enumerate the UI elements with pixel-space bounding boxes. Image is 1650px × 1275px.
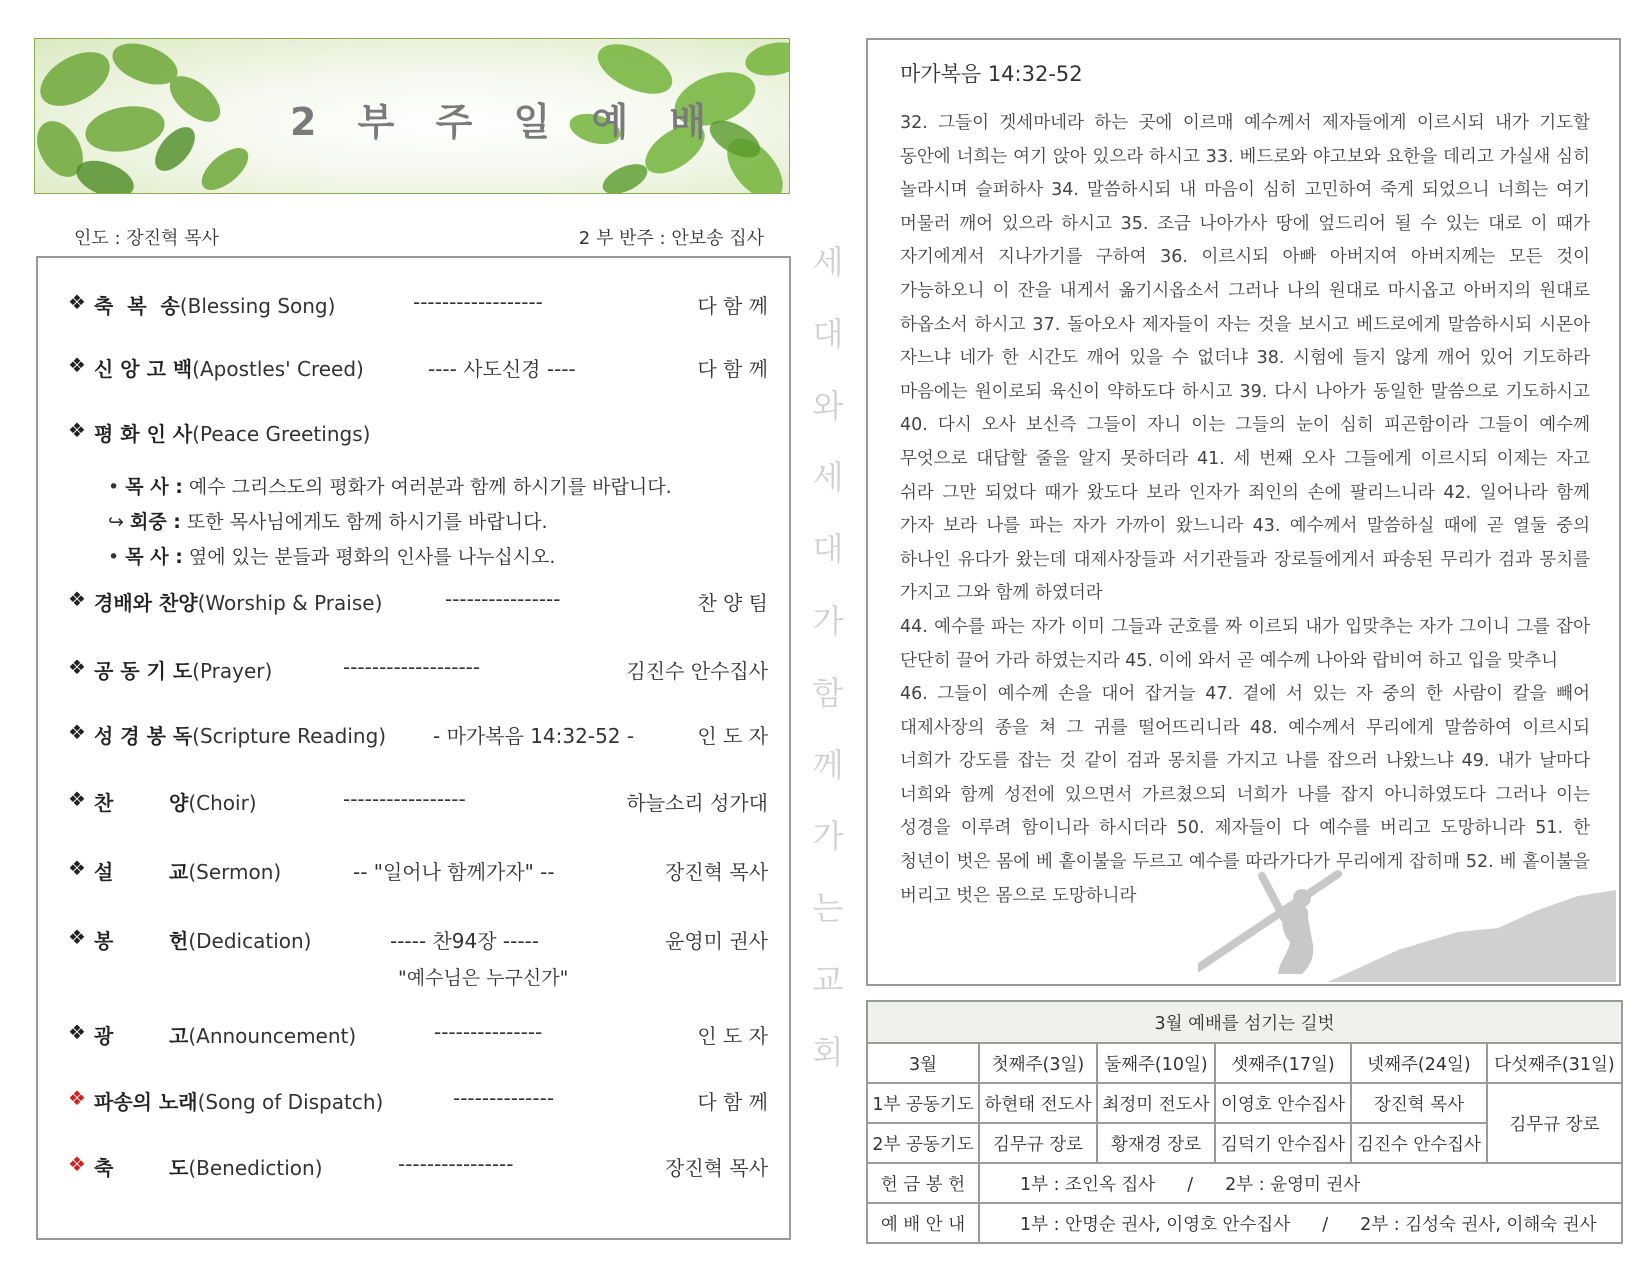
guide-second: 2부 : 김성숙 권사, 이해숙 권사: [1360, 1214, 1597, 1235]
item-english: (Blessing Song): [179, 294, 336, 318]
table-cell: 하현태 전도사: [979, 1083, 1097, 1123]
bullet-icon: ❖: [68, 1086, 86, 1110]
order-item-scripture-reading: [68, 720, 768, 754]
bullet-icon: ❖: [68, 925, 86, 949]
peace-prefix: •: [108, 546, 126, 568]
item-korean: 평 화 인 사: [94, 422, 193, 446]
item-title: [94, 353, 364, 382]
bullet-icon: ❖: [68, 290, 86, 314]
slogan-char: 세: [812, 243, 844, 281]
table-cell: 김덕기 안수집사: [1215, 1123, 1351, 1163]
table-cell: 김진수 안수집사: [1351, 1123, 1487, 1163]
item-title: [94, 587, 382, 616]
peace-line-1: [108, 472, 672, 499]
item-responsible: 장진혁 목사: [665, 1156, 768, 1180]
item-responsible: 다 함 께: [697, 294, 768, 318]
table-cell: 김무규 장로: [979, 1123, 1097, 1163]
item-korean: 파송의 노래: [94, 1090, 198, 1114]
item-korean: 봉 헌: [94, 929, 189, 953]
peace-role: 회중 :: [129, 511, 181, 533]
order-item-blessing-song: [68, 290, 768, 324]
table-header-row: [867, 1043, 1622, 1083]
title-banner: [34, 38, 790, 194]
table-cell-fifth-week: 김무규 장로: [1487, 1083, 1622, 1163]
scripture-paragraph-2: 44. 예수를 파는 자가 이미 그들과 군호를 짜 이르되 내가 입맞추는 자가 그이니 그를 잡아 단단히 끌어 가라 하였는지라 45. 이에 와서 곧 예수께 나아와 랍비여 하고 입을 맞추니: [900, 616, 1590, 671]
serving-schedule-table: [866, 1000, 1623, 1244]
item-english: (Choir): [188, 791, 257, 815]
peace-role: 목 사 :: [125, 476, 183, 498]
item-middle: ----------------: [398, 1152, 514, 1176]
item-korean: 광 고: [94, 1024, 189, 1048]
bullet-icon: ❖: [68, 720, 86, 744]
table-cell: 황재경 장로: [1097, 1123, 1215, 1163]
item-middle: -------------------: [343, 655, 481, 679]
peace-text: 또한 목사님에게도 함께 하시기를 바랍니다.: [180, 511, 548, 533]
order-item-prayer: [68, 655, 768, 689]
order-item-choir: [68, 787, 768, 821]
header-week-3: 셋째주(17일): [1215, 1043, 1351, 1083]
item-title: [94, 856, 281, 885]
header-week-4: 넷째주(24일): [1351, 1043, 1487, 1083]
table-cell: 이영호 안수집사: [1215, 1083, 1351, 1123]
peace-line-3: [108, 542, 555, 569]
item-title: [94, 418, 370, 447]
order-item-apostles-creed: [68, 353, 768, 387]
item-english: (Peace Greetings): [192, 422, 371, 446]
item-responsible: 찬 양 팀: [697, 591, 768, 615]
slogan-char: 대: [812, 314, 844, 353]
bullet-icon: ❖: [68, 787, 86, 811]
order-item-sermon: [68, 856, 768, 890]
item-middle: --------------: [453, 1086, 555, 1110]
separator: /: [1187, 1174, 1194, 1195]
peace-prefix: •: [108, 476, 126, 498]
slogan-char: 대: [812, 530, 844, 569]
peace-prefix: ↪: [108, 511, 130, 533]
order-item-announcement: [68, 1020, 768, 1054]
scripture-box: [866, 38, 1621, 986]
item-title: [94, 1020, 356, 1049]
item-english: (Benediction): [188, 1156, 323, 1180]
item-responsible: 김진수 안수집사: [626, 659, 768, 683]
item-english: (Apostles' Creed): [192, 357, 364, 381]
item-middle: ----------------: [445, 587, 561, 611]
row-label: 2부 공동기도: [867, 1123, 979, 1163]
item-korean: 설 교: [94, 860, 189, 884]
scripture-paragraph-3: 46. 그들이 예수께 손을 대어 잡거늘 47. 곁에 서 있는 자 중의 한 사람이 칼을 빼어 대제사장의 종을 쳐 그 귀를 떨어뜨리니라 48. 예수께서 무리에게 말씀하여 이르시되 너희가 강도를 잡는 것 같이 검과 몽치를 가지고 나를 잡으러 나왔느냐 49. 내가 날마다 너희와 함께 성전에 있으면서 가르쳤으되 너희가 나를 잡지 아니하였도다 그러나 이는 성경을 이루려 함이니라 하시더라 50. 제자들이 다 예수를 버리고 도망하니라 51. 한 청년이 벗은 몸에 베 홑이불을 두르고 예수를 따라가다가 무리에게 잡히매 52. 베 홑이불을 버리고 벗은 몸으로 도망하니라: [900, 684, 1590, 906]
guide-cell: [979, 1203, 1622, 1243]
item-korean: 축 도: [94, 1156, 189, 1180]
page-title: 2 부 주 일 예 배: [290, 100, 721, 144]
header-week-2: 둘째주(10일): [1097, 1043, 1215, 1083]
order-item-dedication: [68, 925, 768, 959]
item-korean: 신 앙 고 백: [94, 357, 193, 381]
item-middle: ------------------: [413, 290, 543, 314]
accompanist-name: 2 부 반주 : 안보송 집사: [578, 228, 764, 249]
slogan-char: 교: [812, 960, 844, 999]
item-middle: -----------------: [343, 787, 466, 811]
row-label: 예 배 안 내: [867, 1203, 979, 1243]
offering-second: 2부 : 윤영미 권사: [1225, 1174, 1361, 1195]
order-item-peace-greetings: [68, 418, 768, 452]
item-korean: 찬 양: [94, 791, 189, 815]
order-item-song-of-dispatch: [68, 1086, 768, 1120]
bullet-icon: ❖: [68, 587, 86, 611]
leader-row: [74, 224, 764, 250]
table-cell: 최정미 전도사: [1097, 1083, 1215, 1123]
peace-line-2: [108, 507, 548, 534]
item-responsible: 다 함 께: [697, 1090, 768, 1114]
item-title: [94, 290, 335, 319]
item-middle: -- "일어나 함께가자" --: [353, 860, 555, 884]
bullet-icon: ❖: [68, 655, 86, 679]
item-english: (Announcement): [188, 1024, 357, 1048]
header-month: 3월: [867, 1043, 979, 1083]
slogan-char: 함: [812, 673, 844, 712]
item-korean: 성 경 봉 독: [94, 724, 193, 748]
order-item-worship-praise: [68, 587, 768, 621]
table-row-guide: [867, 1203, 1622, 1243]
slogan-char: 가: [812, 601, 844, 640]
separator: /: [1322, 1214, 1329, 1235]
item-responsible: 인 도 자: [697, 724, 768, 748]
item-english: (Song of Dispatch): [197, 1090, 384, 1114]
item-english: (Scripture Reading): [192, 724, 387, 748]
scripture-reference: 마가복음 14:32-52: [900, 62, 1083, 86]
item-middle: ---- 사도신경 ----: [428, 357, 576, 381]
item-english: (Prayer): [192, 659, 273, 683]
item-korean: 공 동 기 도: [94, 659, 193, 683]
table-row: [867, 1083, 1622, 1123]
guide-first: 1부 : 안명순 권사, 이영호 안수집사: [1020, 1214, 1291, 1235]
item-middle: ---------------: [434, 1020, 543, 1044]
item-responsible: 장진혁 목사: [665, 860, 768, 884]
slogan-char: 세: [812, 458, 844, 497]
offering-first: 1부 : 조인옥 집사: [1020, 1174, 1156, 1195]
item-title: [94, 925, 311, 954]
item-title: [94, 787, 257, 816]
peace-text: 예수 그리스도의 평화가 여러분과 함께 하시기를 바랍니다.: [182, 476, 672, 498]
order-item-benediction: [68, 1152, 768, 1186]
slogan-char: 와: [812, 386, 844, 425]
bullet-icon: ❖: [68, 1152, 86, 1176]
peace-role: 목 사 :: [125, 546, 183, 568]
item-responsible: 다 함 께: [697, 357, 768, 381]
item-middle: - 마가복음 14:32-52 -: [433, 724, 635, 748]
row-label: 헌 금 봉 헌: [867, 1163, 979, 1203]
item-middle: ----- 찬94장 -----: [390, 929, 539, 953]
schedule-title: 3월 예배를 섬기는 길벗: [867, 1001, 1622, 1043]
item-title: [94, 720, 386, 749]
table-title-row: [867, 1001, 1622, 1043]
offering-cell: [979, 1163, 1622, 1203]
header-week-1: 첫째주(3일): [979, 1043, 1097, 1083]
bullet-icon: ❖: [68, 1020, 86, 1044]
item-title: [94, 1152, 323, 1181]
table-row-offering: [867, 1163, 1622, 1203]
item-responsible: 인 도 자: [697, 1024, 768, 1048]
item-korean: 경배와 찬양: [94, 591, 198, 615]
header-week-5: 다섯째주(31일): [1487, 1043, 1622, 1083]
scripture-text: [900, 107, 1590, 913]
item-korean: 축 복 송: [94, 294, 180, 318]
bullet-icon: ❖: [68, 353, 86, 377]
leader-name: 인도 : 장진혁 목사: [74, 228, 219, 249]
item-english: (Dedication): [188, 929, 312, 953]
dedication-hymn-title: "예수님은 누구신가": [398, 967, 569, 989]
table-cell: 장진혁 목사: [1351, 1083, 1487, 1123]
vertical-slogan: [808, 242, 848, 1104]
item-responsible: 윤영미 권사: [665, 929, 768, 953]
item-responsible: 하늘소리 성가대: [626, 791, 768, 815]
item-title: [94, 1086, 383, 1115]
item-english: (Worship & Praise): [197, 591, 383, 615]
cross-bearer-icon: [1198, 870, 1618, 982]
row-label: 1부 공동기도: [867, 1083, 979, 1123]
slogan-char: 회: [812, 1032, 844, 1071]
slogan-char: 가: [812, 817, 844, 856]
scripture-paragraph-1: 32. 그들이 겟세마네라 하는 곳에 이르매 예수께서 제자들에게 이르시되 내가 기도할 동안에 너희는 여기 앉아 있으라 하시고 33. 베드로와 야고보와 요한을 데리고 가실새 심히 놀라시며 슬퍼하사 34. 말씀하시되 내 마음이 심히 고민하여 죽게 되었으니 너희는 여기 머물러 깨어 있으라 하시고 35. 조금 나아가사 땅에 엎드리어 될 수 있는 대로 이 때가 자기에게서 지나가기를 구하여 36. 이르시되 아빠 아버지여 아버지께는 모든 것이 가능하오니 이 잔을 내게서 옮기시옵소서 그러나 나의 원대로 마시옵고 아버지의 원대로 하옵소서 하시고 37. 돌아오사 제자들이 자는 것을 보시고 베드로에게 말씀하시되 시몬아 자느냐 네가 한 시간도 깨어 있을 수 없더냐 38. 시험에 들지 않게 깨어 있어 기도하라 마음에는 원이로되 육신이 약하도다 하시고 39. 다시 나아가 동일한 말씀으로 기도하시고 40. 다시 오사 보신즉 그들이 자니 이는 그들의 눈이 심히 피곤함이라 그들이 예수께 무엇으로 대답할 줄을 알지 못하더라 41. 세 번째 오사 그들에게 이르시되 이제는 자고 쉬라 그만 되었다 때가 왔도다 보라 인자가 죄인의 손에 팔리느니라 42. 일어나라 함께 가자 보라 나를 파는 자가 가까이 왔느니라 43. 예수께서 말씀하실 때에 곧 열둘 중의 하나인 유다가 왔는데 대제사장들과 서기관들과 장로들에게서 파송된 무리가 검과 몽치를 가지고 그와 함께 하였더라: [900, 113, 1590, 604]
peace-text: 옆에 있는 분들과 평화의 인사를 나누십시오.: [182, 546, 556, 568]
item-title: [94, 655, 272, 684]
item-english: (Sermon): [188, 860, 282, 884]
bullet-icon: ❖: [68, 856, 86, 880]
slogan-char: 께: [812, 745, 844, 784]
bullet-icon: ❖: [68, 418, 86, 442]
slogan-char: 는: [812, 889, 844, 928]
